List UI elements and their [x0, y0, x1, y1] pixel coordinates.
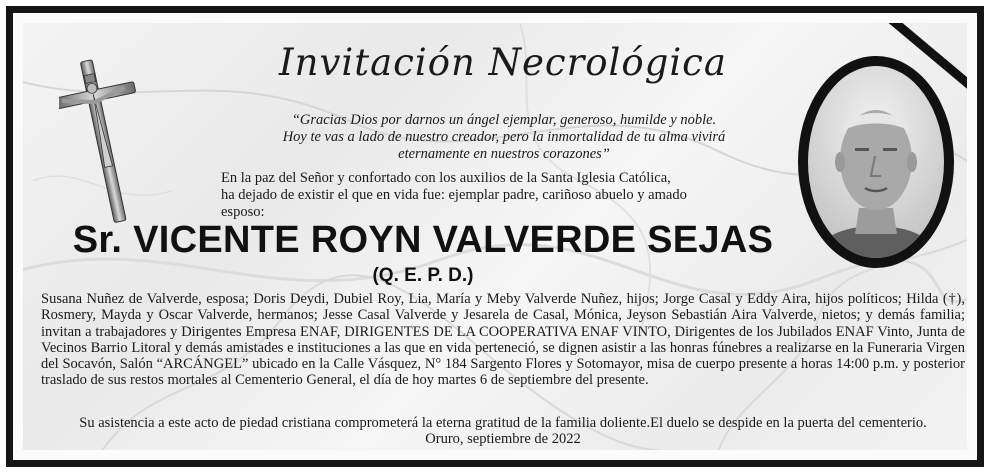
deceased-portrait [791, 48, 961, 276]
intro-line: esposo: [221, 204, 265, 220]
place-date: Oruro, septiembre de 2022 [425, 431, 581, 447]
invitation-body: Susana Nuñez de Valverde, esposa; Doris Deydi, Dubiel Roy, Lia, María y Meby Valverde Nuñez, hijos; Jorge Casal y Eddy Aira, hijos políticos; Hilda (†), Rosmery, Mayda y Oscar Valverde, hermanos; Jesse Casal Valverde y Jesarela de Casal, Mónica, Jeyson Sebastián Aira Valverde, nietos; y demás familia; invitan a trabajadores y Dirigentes Empresa ENAF, DIRIGENTES DE LA COOPERATIVA ENAF VINTO, Dirigentes de los Jubilados ENAF Vinto, Junta de Vecinos Barrio Litoral y demás amistades e instituciones a las que en vida perteneció, se dignen asistir a las honras fúnebres a realizarse en la Funeraria Virgen del Socavón, Salón “ARCÁNGEL” ubicado en la Calle Vásquez, N° 184 Sargento Flores y Sotomayor, misa de cuerpo presente a horas 14:00 p.m. y posterior traslado de sus restos mortales al Cementerio General, el día de hoy martes 6 de septiembre del presente. [41, 291, 965, 389]
quote-line: eternamente en nuestros corazones” [398, 146, 610, 162]
intro-line: En la paz del Señor y confortado con los auxilios de la Santa Iglesia Católica, [221, 170, 671, 186]
quote-line: Hoy te vas a lado de nuestro creador, pero la inmortalidad de tu alma vivirá [282, 129, 726, 145]
intro-paragraph [221, 170, 791, 221]
crucifix-icon [59, 55, 149, 225]
deceased-name: Sr. VICENTE ROYN VALVERDE SEJAS [72, 219, 774, 261]
marble-background [23, 23, 967, 450]
quote-line: “Gracias Dios por darnos un ángel ejemplar, generoso, humilde y noble. [291, 112, 717, 128]
memorial-quote [219, 112, 789, 163]
rip-abbreviation: (Q. E. P. D.) [372, 265, 474, 286]
notice-frame [6, 6, 984, 467]
notice-title: Invitación Necrológica [279, 41, 727, 84]
closing-statement: Su asistencia a este acto de piedad cristiana comprometerá la eterna gratitud de la familia doliente.El duelo se despide en la puerta del cementerio. [79, 415, 927, 431]
intro-line: ha dejado de existir el que en vida fue: ejemplar padre, cariñoso abuelo y amado [221, 187, 687, 203]
